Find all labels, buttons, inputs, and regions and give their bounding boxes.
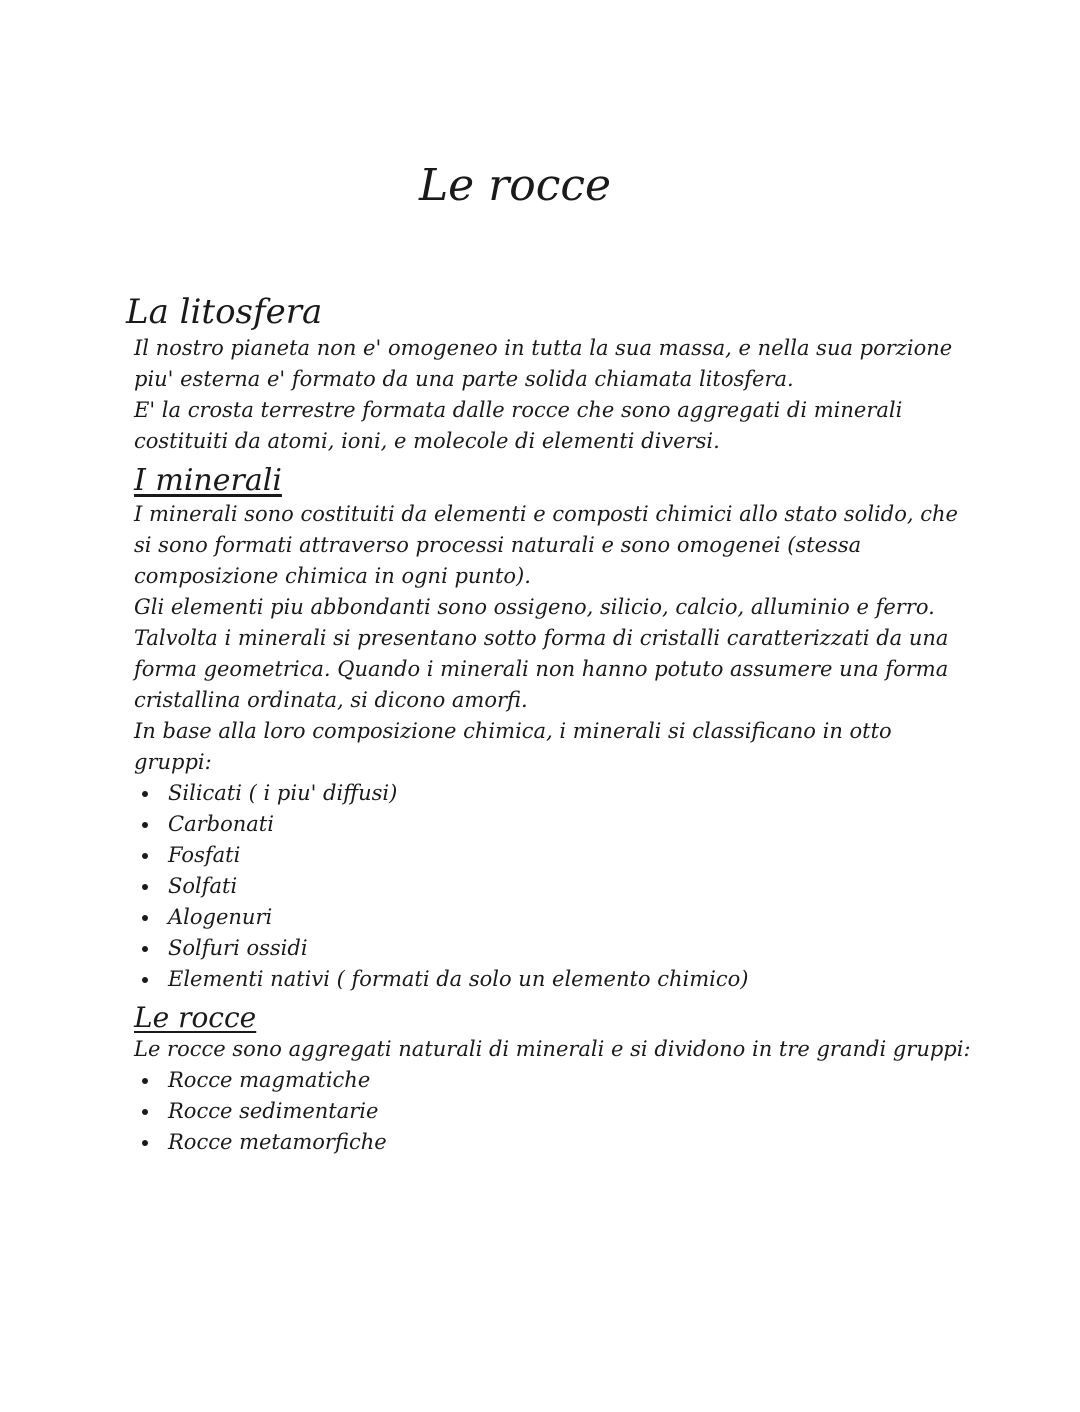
paragraph: I minerali sono costituiti da elementi e composti chimici allo stato solido, che si sono formati attraverso processi naturali e sono omogenei (stessa composizione chimica in ogni punto). bbox=[134, 501, 958, 588]
paragraph: Talvolta i minerali si presentano sotto forma di cristalli caratterizzati da una forma geometrica. Quando i minerali non hanno potuto assumere una forma cristallina ordinata, si dicono amorfi. bbox=[134, 625, 949, 712]
paragraph: E' la crosta terrestre formata dalle rocce che sono aggregati di minerali costituiti da atomi, ioni, e molecole di elementi diversi. bbox=[134, 397, 903, 453]
section-heading-minerali: I minerali bbox=[134, 462, 282, 498]
section-rocce bbox=[134, 1001, 974, 1159]
title-container bbox=[0, 160, 1080, 211]
section-heading-rocce: Le rocce bbox=[134, 1000, 257, 1034]
list-item: Silicati ( i piu' diffusi) bbox=[134, 778, 974, 809]
list-item: Alogenuri bbox=[134, 902, 974, 933]
section-litosfera bbox=[126, 292, 974, 457]
list-item: Carbonati bbox=[134, 809, 974, 840]
paragraph: In base alla loro composizione chimica, i minerali si classificano in otto gruppi: bbox=[134, 718, 892, 774]
list-item: Fosfati bbox=[134, 840, 974, 871]
mineral-groups-list bbox=[134, 778, 974, 995]
list-item: Solfuri ossidi bbox=[134, 933, 974, 964]
section-minerali bbox=[134, 463, 974, 995]
page-title: Le rocce bbox=[405, 160, 625, 211]
list-item: Rocce sedimentarie bbox=[134, 1096, 974, 1127]
notes-content bbox=[126, 292, 974, 1164]
paragraph: Le rocce sono aggregati naturali di minerali e si dividono in tre grandi gruppi: bbox=[134, 1037, 971, 1062]
paragraph: Gli elementi piu abbondanti sono ossigeno, silicio, calcio, alluminio e ferro. bbox=[134, 594, 935, 619]
list-item: Solfati bbox=[134, 871, 974, 902]
section-heading-litosfera: La litosfera bbox=[126, 292, 323, 332]
list-item: Rocce metamorfiche bbox=[134, 1127, 974, 1158]
list-item: Rocce magmatiche bbox=[134, 1065, 974, 1096]
rock-groups-list bbox=[134, 1065, 974, 1158]
list-item: Elementi nativi ( formati da solo un elemento chimico) bbox=[134, 964, 974, 995]
paragraph: Il nostro pianeta non e' omogeneo in tutta la sua massa, e nella sua porzione piu' esterna e' formato da una parte solida chiamata litosfera. bbox=[134, 335, 953, 391]
